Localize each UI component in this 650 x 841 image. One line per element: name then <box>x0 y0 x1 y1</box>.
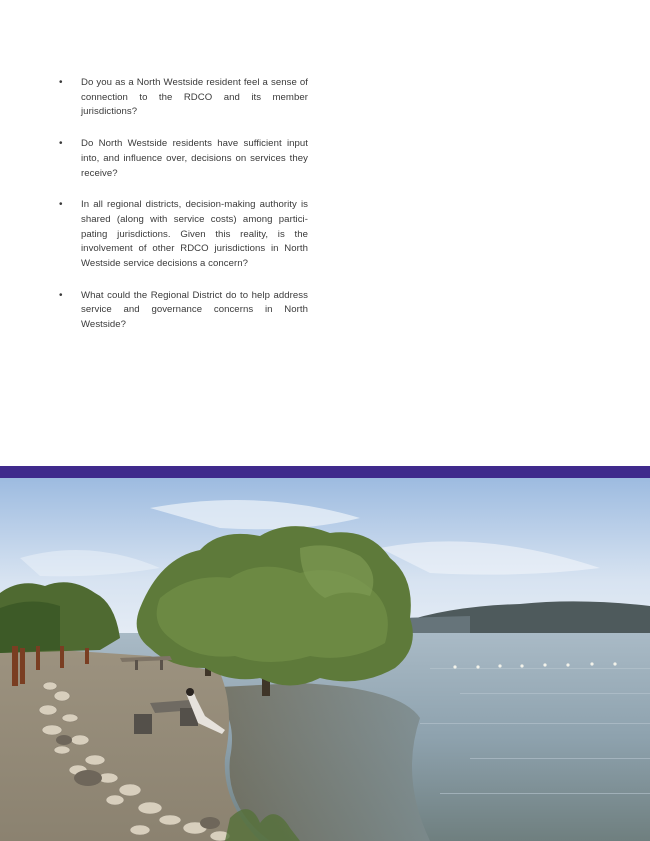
question-list <box>58 76 308 350</box>
lake-shore-photo <box>0 478 650 841</box>
bullet-icon: • <box>59 138 63 150</box>
accent-band <box>0 466 650 478</box>
question-item <box>58 289 308 333</box>
question-item <box>58 76 308 120</box>
question-text: What could the Regional District do to help address service and governance concerns in North Westside? <box>81 289 308 331</box>
bullet-icon: • <box>59 77 63 88</box>
bullet-icon: • <box>59 289 63 301</box>
question-text: Do you as a North Westside resident feel a sense of connection to the RDCO and its member jurisdictions? <box>81 77 308 118</box>
question-item <box>58 137 308 181</box>
question-text: Do North Westside residents have sufficient input into, and influence over, decisions on services they receive? <box>81 138 308 179</box>
question-text: In all regional districts, decision-making authority is shared (along with service costs) among partici-pating jurisdictions. Given this reality, is the involvement of other RDCO jurisdictions in North Westside service decisions a concern? <box>81 199 308 270</box>
bullet-icon: • <box>59 199 63 211</box>
question-item <box>58 198 308 272</box>
